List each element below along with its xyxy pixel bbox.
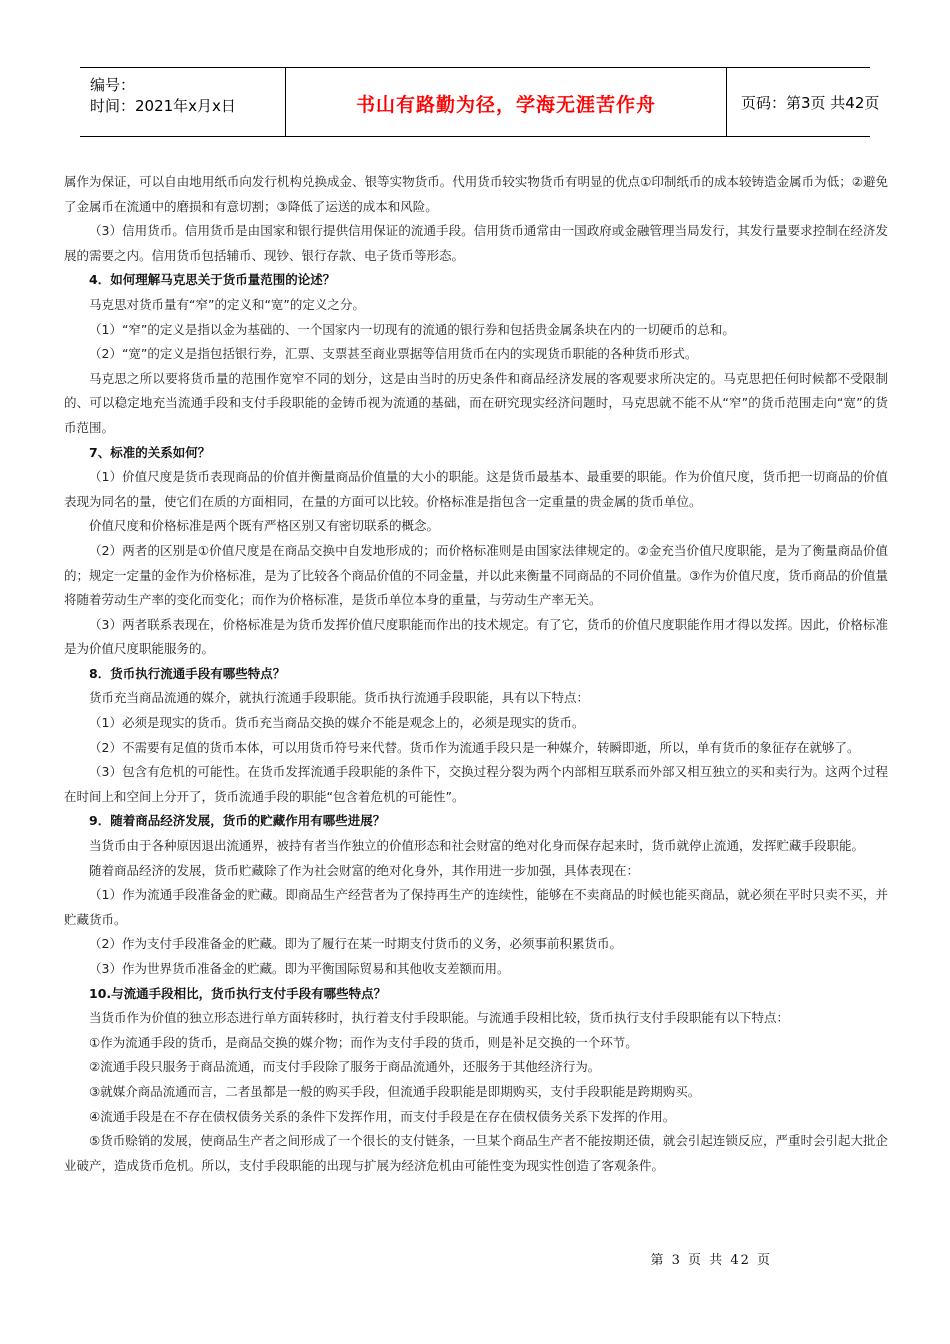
section-heading: 7、标准的关系如何？ <box>89 444 211 460</box>
body-paragraph: （3）作为世界货币准备金的贮藏。即为平衡国际贸易和其他收支差额而用。 <box>89 961 510 976</box>
document-date-label: 时间：2021年x月x日 <box>90 97 236 115</box>
section-heading: 8．货币执行流通手段有哪些特点？ <box>89 665 286 681</box>
body-paragraph: （2）两者的区别是①价值尺度是在商品交换中自发地形成的；而价格标准则是由国家法律规定的。②金充当价值尺度职能，是为了衡量商品价值的；规定一定量的金作为价格标准，是为了比较各个商品价值的不同金量，并以此来衡量不同商品的不同价值量。③作为价值尺度，货币商品的价值量将随着劳动生产率的变化而变化；而作为价格标准，是货币单位本身的重量，与劳动生产率无关。 <box>64 542 888 608</box>
body-paragraph: （1）作为流通手段准备金的贮藏。即商品生产经营者为了保持再生产的连续性，能够在不卖商品的时候也能买商品，就必须在平时只卖不买，并贮藏货币。 <box>64 887 888 927</box>
header-motto-cell <box>286 68 727 136</box>
body-paragraph: ⑤货币赊销的发展，使商品生产者之间形成了一个很长的支付链条，一旦某个商品生产者不能按期还债，就会引起连锁反应，严重时会引起大批企业破产，造成货币危机。所以，支付手段职能的出现与扩展为经济危机由可能性变为现实性创造了客观条件。 <box>64 1133 888 1173</box>
section-heading: 4．如何理解马克思关于货币量范围的论述？ <box>89 272 336 288</box>
body-paragraph: （2）不需要有足值的货币本体，可以用货币符号来代替。货币作为流通手段只是一种媒介，转瞬即逝，所以，单有货币的象征存在就够了。 <box>89 739 860 755</box>
header-motto: 书山有路勤为径，学海无涯苦作舟 <box>355 94 656 116</box>
body-paragraph: （3）包含有危机的可能性。在货币发挥流通手段职能的条件下，交换过程分裂为两个内部相互联系而外部又相互独立的买和卖行为。这两个过程在时间上和空间上分开了，货币流通手段的职能“包含着危机的可能性”。 <box>64 764 888 804</box>
body-paragraph: ②流通手段只服务于商品流通，而支付手段除了服务于商品流通外，还服务于其他经济行为。 <box>89 1059 601 1075</box>
page-header <box>80 67 880 137</box>
body-paragraph: 货币充当商品流通的媒介，就执行流通手段职能。货币执行流通手段职能，具有以下特点： <box>89 690 590 706</box>
body-paragraph: 马克思之所以要将货币量的范围作宽窄不同的划分，这是由当时的历史条件和商品经济发展的客观要求所决定的。马克思把任何时候都不受限制的、可以稳定地充当流通手段和支付手段职能的金铸币视为流通的基础，而在研究现实经济问题时，马克思就不能不从“窄”的货币范围走向“宽”的货币范围。 <box>64 370 888 435</box>
header-info-cell <box>80 68 286 136</box>
document-number-label: 编号： <box>90 76 136 94</box>
body-paragraph: 价值尺度和价格标准是两个既有严格区别又有密切联系的概念。 <box>89 518 440 534</box>
body-paragraph: （1）必须是现实的货币。货币充当商品交换的媒介不能是观念上的，必须是现实的货币。 <box>89 715 585 731</box>
section-heading: 10.与流通手段相比，货币执行支付手段有哪些特点？ <box>89 985 387 1001</box>
body-paragraph: ④流通手段是在不存在债权债务关系的条件下发挥作用，而支付手段是在存在债权债务关系下发挥的作用。 <box>89 1108 676 1124</box>
body-paragraph: 当货币作为价值的独立形态进行单方面转移时，执行着支付手段职能。与流通手段相比较，货币执行支付手段职能有以下特点： <box>89 1010 790 1026</box>
body-paragraph: 随着商品经济的发展，货币贮藏除了作为社会财富的绝对化身外，其作用进一步加强，具体表现在： <box>89 862 640 878</box>
body-paragraph: （1）价值尺度是货币表现商品的价值并衡量商品价值量的大小的职能。这是货币最基本、最重要的职能。作为价值尺度，货币把一切商品的价值表现为同名的量，使它们在质的方面相同，在量的方面可以比较。价格标准是指包含一定重量的贵金属的货币单位。 <box>64 469 888 509</box>
body-paragraph: （2）作为支付手段准备金的贮藏。即为了履行在某一时期支付货币的义务，必须事前积累货币。 <box>89 936 622 952</box>
body-paragraph: （3）两者联系表现在，价格标准是为货币发挥价值尺度职能而作出的技术规定。有了它，货币的价值尺度职能作用才得以发挥。因此，价格标准是为价值尺度职能服务的。 <box>64 616 888 657</box>
body-paragraph: （1）“窄”的定义是指以金为基础的、一个国家内一切现有的流通的银行券和包括贵金属条块在内的一切硬币的总和。 <box>89 321 735 337</box>
body-paragraph: 属作为保证，可以自由地用纸币向发行机构兑换成金、银等实物货币。代用货币较实物货币有明显的优点①印制纸币的成本较铸造金属币为低；②避免了金属币在流通中的磨损和有意切割；③降低了运送的成本和风险。 <box>64 174 888 214</box>
body-paragraph: 当货币由于各种原因退出流通界，被持有者当作独立的价值形态和社会财富的绝对化身而保存起来时，货币就停止流通，发挥贮藏手段职能。 <box>89 838 865 854</box>
header-page-cell <box>727 68 880 136</box>
body-paragraph: 马克思对货币量有“窄”的定义和“宽”的定义之分。 <box>89 296 365 312</box>
document-body <box>64 170 888 1178</box>
header-page-number: 页码：第3页 共42页 <box>741 94 880 112</box>
body-paragraph: ①作为流通手段的货币，是商品交换的媒介物；而作为支付手段的货币，则是补足交换的一个环节。 <box>89 1034 638 1050</box>
page-footer-number: 第 3 页 共 42 页 <box>650 1253 772 1268</box>
section-heading: 9．随着商品经济发展，货币的贮藏作用有哪些进展？ <box>89 813 386 829</box>
body-paragraph: ③就媒介商品流通而言，二者虽都是一般的购买手段，但流通手段职能是即期购买，支付手段职能是跨期购买。 <box>89 1083 701 1099</box>
body-paragraph: （3）信用货币。信用货币是由国家和银行提供信用保证的流通手段。信用货币通常由一国政府或金融管理当局发行，其发行量要求控制在经济发展的需要之内。信用货币包括辅币、现钞、银行存款、电子货币等形态。 <box>64 223 888 263</box>
body-paragraph: （2）“宽”的定义是指包括银行券，汇票、支票甚至商业票据等信用货币在内的实现货币职能的各种货币形式。 <box>89 346 698 362</box>
